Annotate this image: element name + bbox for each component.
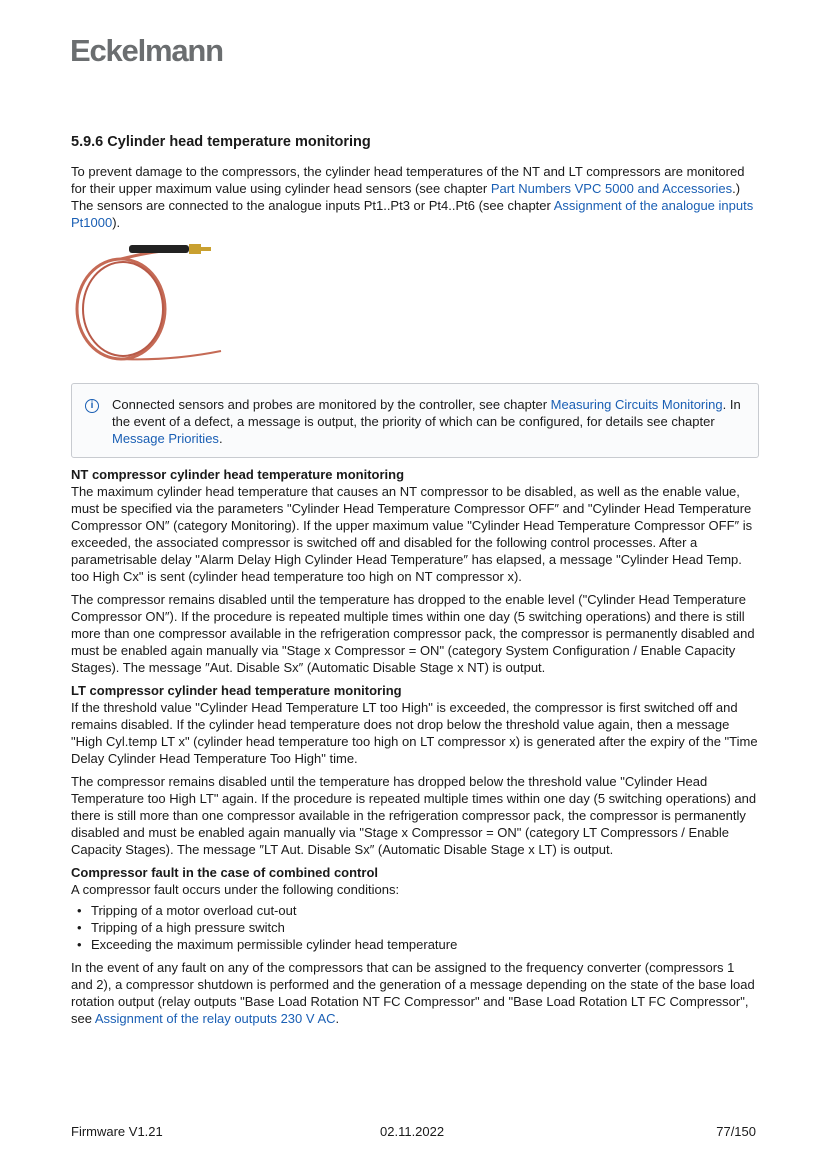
info-note bbox=[71, 383, 759, 458]
lt-paragraph-2: The compressor remains disabled until the temperature has dropped below the threshold value "Cylinder Head Temperature too High LT" again. If the procedure is repeated multiple times within one day (5 switching operations) and there is still more than one compressor available in the refrigeration compressor pack, the compressor is permanently disabled and must be enabled again manually via "Stage x Compressor = ON" (category LT Compressors / Enable Capacity Stages). The message ″LT Aut. Disable Sx″ (Automatic Disable Stage x LT) is output. bbox=[71, 774, 757, 857]
info-icon: i bbox=[85, 399, 99, 413]
eckelmann-logo: Eckelmann bbox=[70, 33, 223, 68]
firmware-version: Firmware V1.21 bbox=[71, 1124, 163, 1139]
sensor-cable-image bbox=[71, 239, 231, 365]
nt-paragraph-1: The maximum cylinder head temperature that causes an NT compressor to be disabled, as well as the enable value, must be specified via the parameters "Cylinder Head Temperature Compressor OFF″ and "Cylinder Head Temperature Compressor ON″ (category Monitoring). If the upper maximum value "Cylinder Head Temperature Compressor OFF″ is exceeded, the associated compressor is switched off and disabled for the following control processes. After a parametrisable delay "Alarm Delay High Cylinder Head Temperature″ has elapsed, a message "Cylinder Head Temp. too High Cx" is sent (cylinder head temperature too high on NT compressor x). bbox=[71, 484, 753, 584]
nt-heading: NT compressor cylinder head temperature monitoring bbox=[71, 467, 405, 482]
date: 02.11.2022 bbox=[380, 1124, 445, 1139]
lt-paragraph-1: If the threshold value "Cylinder Head Temperature LT too High" is exceeded, the compressor is first switched off and remains disabled. If the cylinder head temperature does not drop below the threshold value again, then a message "High Cyl.temp LT x" (cylinder head temperature too high on LT compressor x) is generated after the expiry of the "Time Delay Cylinder Head Temperature Too High" time. bbox=[71, 700, 758, 766]
text-segment: . In the event of a defect, a message is output, the priority of which can be configured, for details see chapter bbox=[112, 397, 741, 429]
list-item: • Exceeding the maximum permissible cylinder head temperature bbox=[91, 936, 759, 953]
fault-intro: A compressor fault occurs under the following conditions: bbox=[71, 882, 400, 897]
fault-paragraph bbox=[71, 959, 759, 1027]
text-segment: . bbox=[218, 431, 223, 446]
page-number: 77/150 bbox=[716, 1124, 756, 1139]
note-text bbox=[112, 396, 742, 447]
chapter-link[interactable]: Measuring Circuits Monitoring bbox=[550, 397, 723, 412]
text-segment: To prevent damage to the compressors, the cylinder head temperatures of the NT and LT compressors are monitored for their upper maximum value using cylinder head sensors (see chapter bbox=[71, 164, 745, 196]
lt-heading: LT compressor cylinder head temperature monitoring bbox=[71, 683, 402, 698]
chapter-link[interactable]: Assignment of the analogue inputs Pt1000 bbox=[71, 198, 754, 230]
list-item: • Tripping of a high pressure switch bbox=[91, 919, 759, 936]
fault-heading: Compressor fault in the case of combined control bbox=[71, 865, 378, 880]
text-segment: ). bbox=[112, 215, 121, 230]
chapter-link[interactable]: Part Numbers VPC 5000 and Accessories bbox=[490, 181, 733, 196]
list-item: • Tripping of a motor overload cut-out bbox=[91, 902, 759, 919]
nt-paragraph-2: The compressor remains disabled until the temperature has dropped to the enable level ("Cylinder Head Temperature Compressor ON″). If the procedure is repeated multiple times within one day (5 switching operations) and there is still more than one compressor available in the refrigeration compressor pack, the compressor is permanently disabled and must be enabled again manually via "Stage x Compressor = ON" (category System Configuration / Enable Capacity Stages). The message ″Aut. Disable Sx″ (Automatic Disable Stage x NT) is output. bbox=[71, 592, 755, 675]
fault-end: . bbox=[335, 1011, 340, 1026]
chapter-link[interactable]: Message Priorities bbox=[112, 431, 219, 446]
fault-text: In the event of any fault on any of the compressors that can be assigned to the frequency converter (compressors 1 and 2), a compressor shutdown is performed and the generation of a message depending on the state of the base load rotation output (relay outputs "Base Load Rotation NT FC Compressor" and "Base Load Rotation LT FC Compressor", see bbox=[71, 960, 755, 1026]
text-segment: .) The sensors are connected to the analogue inputs Pt1..Pt3 or Pt4..Pt6 (see chapter bbox=[71, 181, 741, 213]
relay-outputs-link[interactable]: Assignment of the relay outputs 230 V AC bbox=[94, 1011, 336, 1026]
section-title: 5.9.6 Cylinder head temperature monitoring bbox=[71, 134, 371, 150]
content bbox=[71, 133, 759, 1033]
text-segment: Connected sensors and probes are monitored by the controller, see chapter bbox=[112, 397, 551, 412]
intro-paragraph bbox=[71, 163, 759, 231]
fault-list bbox=[71, 902, 759, 953]
